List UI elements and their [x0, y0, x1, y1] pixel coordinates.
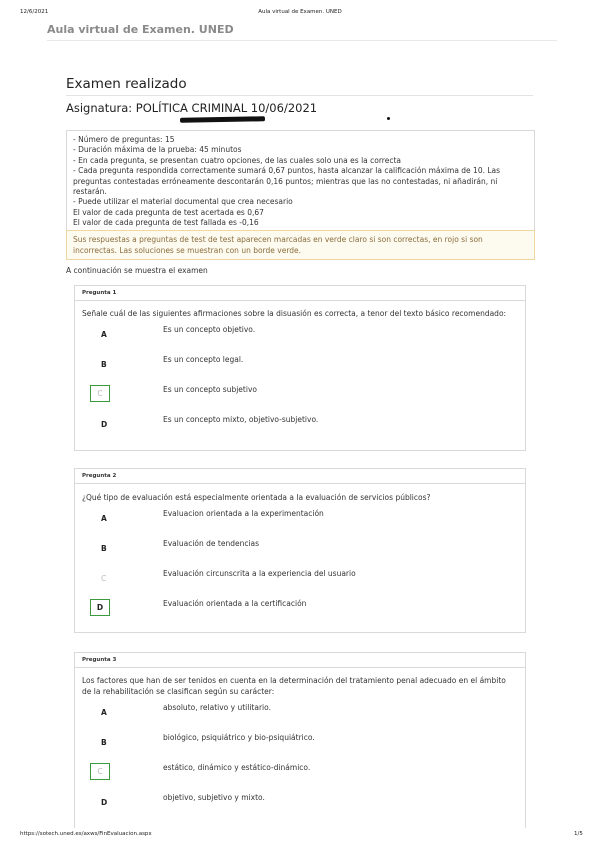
info-line: - Número de preguntas: 15	[73, 135, 175, 144]
question-card-3	[74, 652, 526, 828]
subject-title: Asignatura: POLÍTICA CRIMINAL 10/06/2021	[66, 101, 318, 115]
info-line: - En cada pregunta, se presentan cuatro opciones, de las cuales solo una es la correcta	[73, 155, 401, 165]
info-line: El valor de cada pregunta de test fallada es -0,16	[73, 218, 259, 228]
info-line: - Puede utilizar el material documental que crea necesario	[73, 197, 293, 207]
option-text-d: Es un concepto mixto, objetivo-subjetivo.	[163, 415, 319, 424]
option-solution-c[interactable]: C	[90, 385, 110, 402]
header-divider	[47, 40, 557, 41]
question-card-1	[74, 285, 526, 451]
info-line: El valor de cada pregunta de test acertada es 0,67	[73, 207, 264, 217]
option-text-d: Evaluación orientada a la certificación	[163, 599, 307, 608]
print-url: https://sotech.uned.es/axws/FinEvaluacion.aspx	[20, 831, 152, 837]
option-solution-d[interactable]: D	[90, 599, 110, 616]
question-text: ¿Qué tipo de evaluación está especialmente orientada a la evaluación de servicios públicos?	[82, 493, 431, 502]
option-solution-c[interactable]: C	[90, 763, 110, 780]
site-title[interactable]: Aula virtual de Examen. UNED	[47, 23, 234, 36]
info-line: - Cada pregunta respondida correctamente sumará 0,67 puntos, hasta alcanzar la calificación máxima de 10. Las preguntas contestadas erróneamente descontarán 0,16 puntos; mientras que las no contestadas, ni añadirán, ni restarán.	[73, 166, 501, 197]
print-title: Aula virtual de Examen. UNED	[258, 9, 342, 15]
option-text-a: absoluto, relativo y utilitario.	[163, 703, 271, 712]
question-text: Los factores que han de ser tenidos en cuenta en la determinación del tratamiento penal adecuado en el ámbito de la rehabilitación se clasifican según su carácter:	[82, 676, 506, 696]
question-header: Pregunta 1	[75, 286, 525, 301]
option-letter-a[interactable]: A	[101, 708, 107, 717]
redaction-dot	[387, 117, 390, 120]
option-text-b: biológico, psiquiátrico y bio-psiquiátrico.	[163, 733, 315, 742]
option-text-b: Evaluación de tendencias	[163, 539, 260, 548]
option-letter-d[interactable]: D	[101, 798, 108, 807]
option-letter-a[interactable]: A	[101, 330, 107, 339]
redaction-scribble	[180, 116, 265, 122]
option-text-d: objetivo, subjetivo y mixto.	[163, 793, 265, 802]
option-text-a: Es un concepto objetivo.	[163, 325, 256, 334]
exam-info-box	[66, 130, 535, 234]
info-line: - Duración máxima de la prueba: 45 minutos	[73, 145, 242, 155]
option-letter-b[interactable]: B	[101, 544, 107, 553]
exam-intro: A continuación se muestra el examen	[66, 266, 208, 275]
option-letter-b[interactable]: B	[101, 360, 107, 369]
title-divider	[66, 95, 533, 96]
print-page-number: 1/5	[574, 831, 583, 837]
question-text: Señale cuál de las siguientes afirmaciones sobre la disuasión es correcta, a tenor del texto básico recomendado:	[82, 309, 507, 318]
option-text-c: estático, dinámico y estático-dinámico.	[163, 763, 311, 772]
option-letter-c[interactable]: C	[101, 574, 107, 583]
question-header: Pregunta 3	[75, 653, 525, 668]
option-text-c: Evaluación circunscrita a la experiencia del usuario	[163, 569, 356, 578]
option-letter-d[interactable]: D	[101, 420, 108, 429]
page-title: Examen realizado	[66, 76, 187, 92]
question-card-2	[74, 468, 526, 633]
option-letter-b[interactable]: B	[101, 738, 107, 747]
results-notice: Sus respuestas a preguntas de test de test aparecen marcadas en verde claro si son correctas, en rojo si son incorrectas. Las soluciones se muestran con un borde verde.	[66, 230, 535, 260]
print-date: 12/6/2021	[20, 9, 49, 15]
option-text-c: Es un concepto subjetivo	[163, 385, 257, 394]
option-text-a: Evaluacion orientada a la experimentación	[163, 509, 324, 518]
question-header: Pregunta 2	[75, 469, 525, 484]
option-text-b: Es un concepto legal.	[163, 355, 244, 364]
option-letter-a[interactable]: A	[101, 514, 107, 523]
